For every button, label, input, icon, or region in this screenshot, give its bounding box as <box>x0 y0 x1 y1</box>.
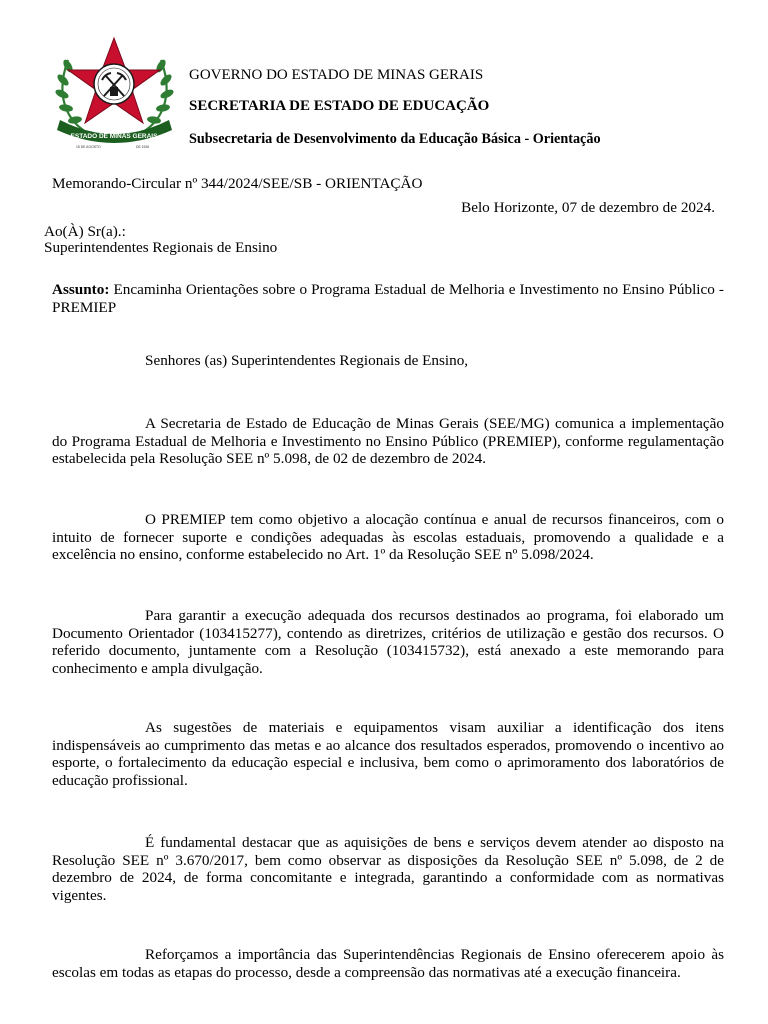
memo-reference: Memorando-Circular nº 344/2024/SEE/SB - ORIENTAÇÃO <box>52 175 423 192</box>
date-right-text: DE 1926 <box>136 145 150 149</box>
minas-gerais-coat-of-arms-icon <box>46 30 183 152</box>
recipient-label: Ao(À) Sr(a).: <box>44 223 126 240</box>
body-paragraph-5: É fundamental destacar que as aquisições de bens e serviços devem atender ao disposto na Resolução SEE nº 3.670/2017, bem como observar as disposições da Resolução SEE nº 5.098, de 2 de dezembro de 2024, de forma concomitante e integrada, garantindo a conformidade com as normativas vigentes. <box>52 834 724 904</box>
body-paragraph-4: As sugestões de materiais e equipamentos visam auxiliar a identificação dos itens indispensáveis ao cumprimento das metas e ao alcance dos resultados esperados, promovendo o incentivo ao esporte, o fortalecimento da educação especial e inclusiva, bem como o aprimoramento dos laboratórios de educação profissional. <box>52 719 724 789</box>
secretariat-title: SECRETARIA DE ESTADO DE EDUCAÇÃO <box>189 98 490 114</box>
place-date: Belo Horizonte, 07 de dezembro de 2024. <box>461 199 715 216</box>
greeting: Senhores (as) Superintendentes Regionais de Ensino, <box>145 352 469 369</box>
body-paragraph-2: O PREMIEP tem como objetivo a alocação contínua e anual de recursos financeiros, com o intuito de fornecer suporte e condições adequadas às escolas estaduais, promovendo a qualidade e a excelência no ensino, conforme estabelecido no Art. 1º da Resolução SEE nº 5.098/2024. <box>52 511 724 564</box>
body-paragraph-6: Reforçamos a importância das Superintendências Regionais de Ensino oferecerem apoio às escolas em todas as etapas do processo, desde a compreensão das normativas até a execução financeira. <box>52 946 724 981</box>
ribbon-text: ESTADO DE MINAS GERAIS <box>70 133 158 140</box>
date-left-text: 15 DE AGOSTO <box>76 145 101 149</box>
body-paragraph-1: A Secretaria de Estado de Educação de Minas Gerais (SEE/MG) comunica a implementação do Programa Estadual de Melhoria e Investimento no Ensino Público (PREMIEP), conforme regulamentação estabelecida pela Resolução SEE nº 5.098, de 02 de dezembro de 2024. <box>52 415 724 468</box>
subsecretariat-title: Subsecretaria de Desenvolvimento da Educação Básica - Orientação <box>189 131 601 147</box>
recipient-name: Superintendentes Regionais de Ensino <box>44 239 278 256</box>
subject-line <box>52 281 724 316</box>
government-title: GOVERNO DO ESTADO DE MINAS GERAIS <box>189 67 484 83</box>
subject-label: Assunto: <box>52 281 110 298</box>
subject-text: Encaminha Orientações sobre o Programa Estadual de Melhoria e Investimento no Ensino Público - PREMIEP <box>52 281 724 316</box>
body-paragraph-3: Para garantir a execução adequada dos recursos destinados ao programa, foi elaborado um Documento Orientador (103415277), contendo as diretrizes, critérios de utilização e gestão dos recursos. O referido documento, juntamente com a Resolução (103415732), está anexado a este memorando para conhecimento e ampla divulgação. <box>52 607 724 677</box>
